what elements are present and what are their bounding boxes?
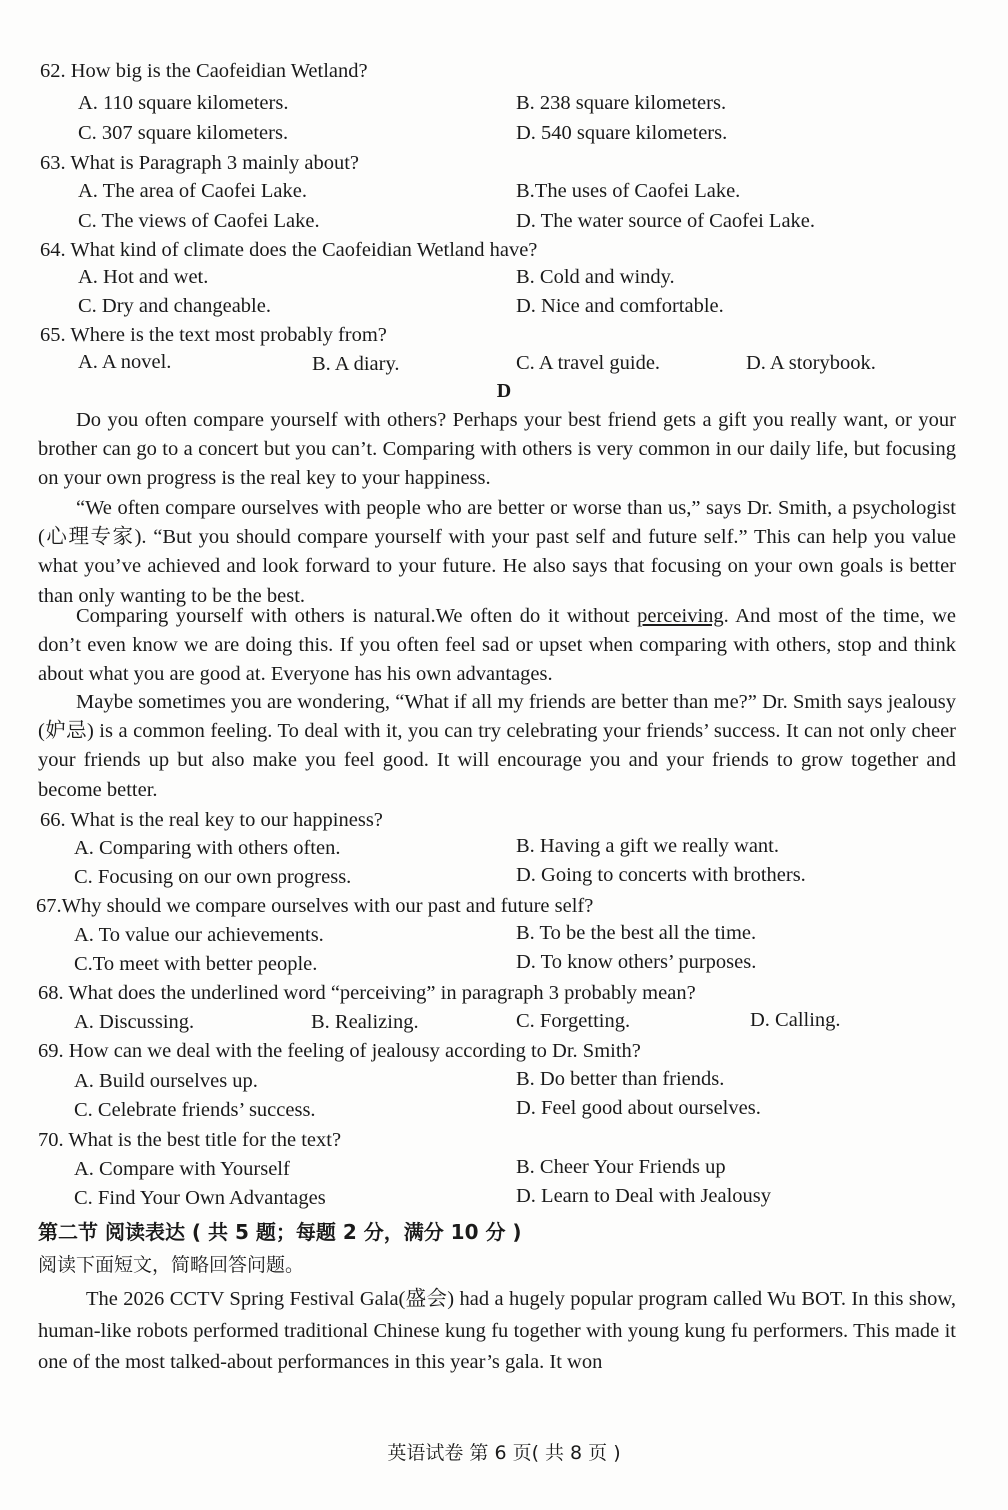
q65-option-d: D. A storybook. [746,352,876,374]
q63-option-c: C. The views of Caofei Lake. [78,210,320,232]
q67-option-c: C.To meet with better people. [74,953,318,975]
q69-option-b: B. Do better than friends. [516,1068,725,1090]
question-65: 65. Where is the text most probably from? [40,324,387,346]
section-2-title: 第二节 阅读表达 ( 共 5 题；每题 2 分，满分 10 分 ) [38,1220,522,1244]
question-68: 68. What does the underlined word “perceiving” in paragraph 3 probably mean? [38,982,696,1004]
q63-option-b: B.The uses of Caofei Lake. [516,180,741,202]
q66-option-d: D. Going to concerts with brothers. [516,864,806,886]
q65-option-c: C. A travel guide. [516,352,661,374]
underlined-word-perceiving: perceiving [637,605,724,627]
passage-d-paragraph-4 [38,688,956,805]
q70-option-d: D. Learn to Deal with Jealousy [516,1185,772,1207]
question-69: 69. How can we deal with the feeling of jealousy according to Dr. Smith? [38,1040,641,1062]
q70-option-c: C. Find Your Own Advantages [74,1187,326,1209]
passage-d-paragraph-1 [38,406,956,494]
q67-option-a: A. To value our achievements. [74,924,324,946]
passage-d-paragraph-3-text-before: Comparing yourself with others is natural.We often do it without [76,605,638,627]
q65-option-a: A. A novel. [78,351,172,373]
q66-option-a: A. Comparing with others often. [74,837,341,859]
q64-option-c: C. Dry and changeable. [78,295,271,317]
section-2-paragraph-1-text: The 2026 CCTV Spring Festival Gala(盛会) had a hugely popular program called Wu BOT. In this show, human-like robots performed traditional Chinese kung fu together with young kung fu performers. This made it one of the most talked-about performances in this year’s gala. It won [38,1288,956,1373]
q69-option-c: C. Celebrate friends’ success. [74,1099,316,1121]
question-62: 62. How big is the Caofeidian Wetland? [40,60,368,82]
q63-option-d: D. The water source of Caofei Lake. [516,210,816,232]
q66-option-b: B. Having a gift we really want. [516,835,780,857]
question-63: 63. What is Paragraph 3 mainly about? [40,152,360,174]
question-66: 66. What is the real key to our happiness? [40,809,383,831]
q63-option-a: A. The area of Caofei Lake. [78,180,307,202]
q67-option-d: D. To know others’ purposes. [516,951,757,973]
passage-d-paragraph-3 [38,602,956,690]
passage-d-paragraph-1-text: Do you often compare yourself with others? Perhaps your best friend gets a gift you really want, or your brother can go to a concert but you can’t. Comparing with others is very common in our daily life, but focusing on your own progress is the real key to your happiness. [38,409,956,490]
q67-option-b: B. To be the best all the time. [516,922,757,944]
section-2-paragraph-1 [38,1284,956,1379]
q62-option-d: D. 540 square kilometers. [516,122,728,144]
q70-option-b: B. Cheer Your Friends up [516,1156,726,1178]
q68-option-a: A. Discussing. [74,1011,195,1033]
passage-d-paragraph-2-text: “We often compare ourselves with people who are better or worse than us,” says Dr. Smith, a psychologist (心理专家). “But you should compare yourself with your past self and future self.” This can help you value what you’ve achieved and look forward to your future. He also says that focusing on your own goals is better than only wanting to be the best. [38,497,956,607]
q69-option-a: A. Build ourselves up. [74,1070,258,1092]
q64-option-a: A. Hot and wet. [78,266,209,288]
q68-option-c: C. Forgetting. [516,1010,631,1032]
passage-d-paragraph-4-text: Maybe sometimes you are wondering, “What if all my friends are better than me?” Dr. Smith says jealousy (妒忌) is a common feeling. To deal with it, you can try celebrating your friends’ success. It can not only cheer your friends up but also make you feel good. It will encourage you and your friends to grow together and become better. [38,691,956,801]
q64-option-d: D. Nice and comfortable. [516,295,724,317]
section-2-instruction: 阅读下面短文，简略回答问题。 [38,1254,305,1276]
question-64: 64. What kind of climate does the Caofeidian Wetland have? [40,239,538,261]
question-67: 67.Why should we compare ourselves with our past and future self? [36,895,594,917]
q64-option-b: B. Cold and windy. [516,266,675,288]
passage-d-heading: D [496,380,512,402]
q66-option-c: C. Focusing on our own progress. [74,866,352,888]
q62-option-c: C. 307 square kilometers. [78,122,289,144]
passage-d-paragraph-3-text-after: . And most of the time, we don’t even know we are doing this. If you often feel sad or upset when comparing with others, stop and think about what you are good at. Everyone has his own advantages. [38,605,956,686]
q68-option-d: D. Calling. [750,1009,841,1031]
q70-option-a: A. Compare with Yourself [74,1158,290,1180]
q68-option-b: B. Realizing. [311,1011,419,1033]
passage-d-paragraph-2 [38,494,956,611]
q62-option-a: A. 110 square kilometers. [78,92,289,114]
q65-option-b: B. A diary. [312,353,400,375]
page-footer: 英语试卷 第 6 页( 共 8 页 ) [387,1442,621,1464]
q69-option-d: D. Feel good about ourselves. [516,1097,761,1119]
question-70: 70. What is the best title for the text? [38,1129,342,1151]
q62-option-b: B. 238 square kilometers. [516,92,727,114]
